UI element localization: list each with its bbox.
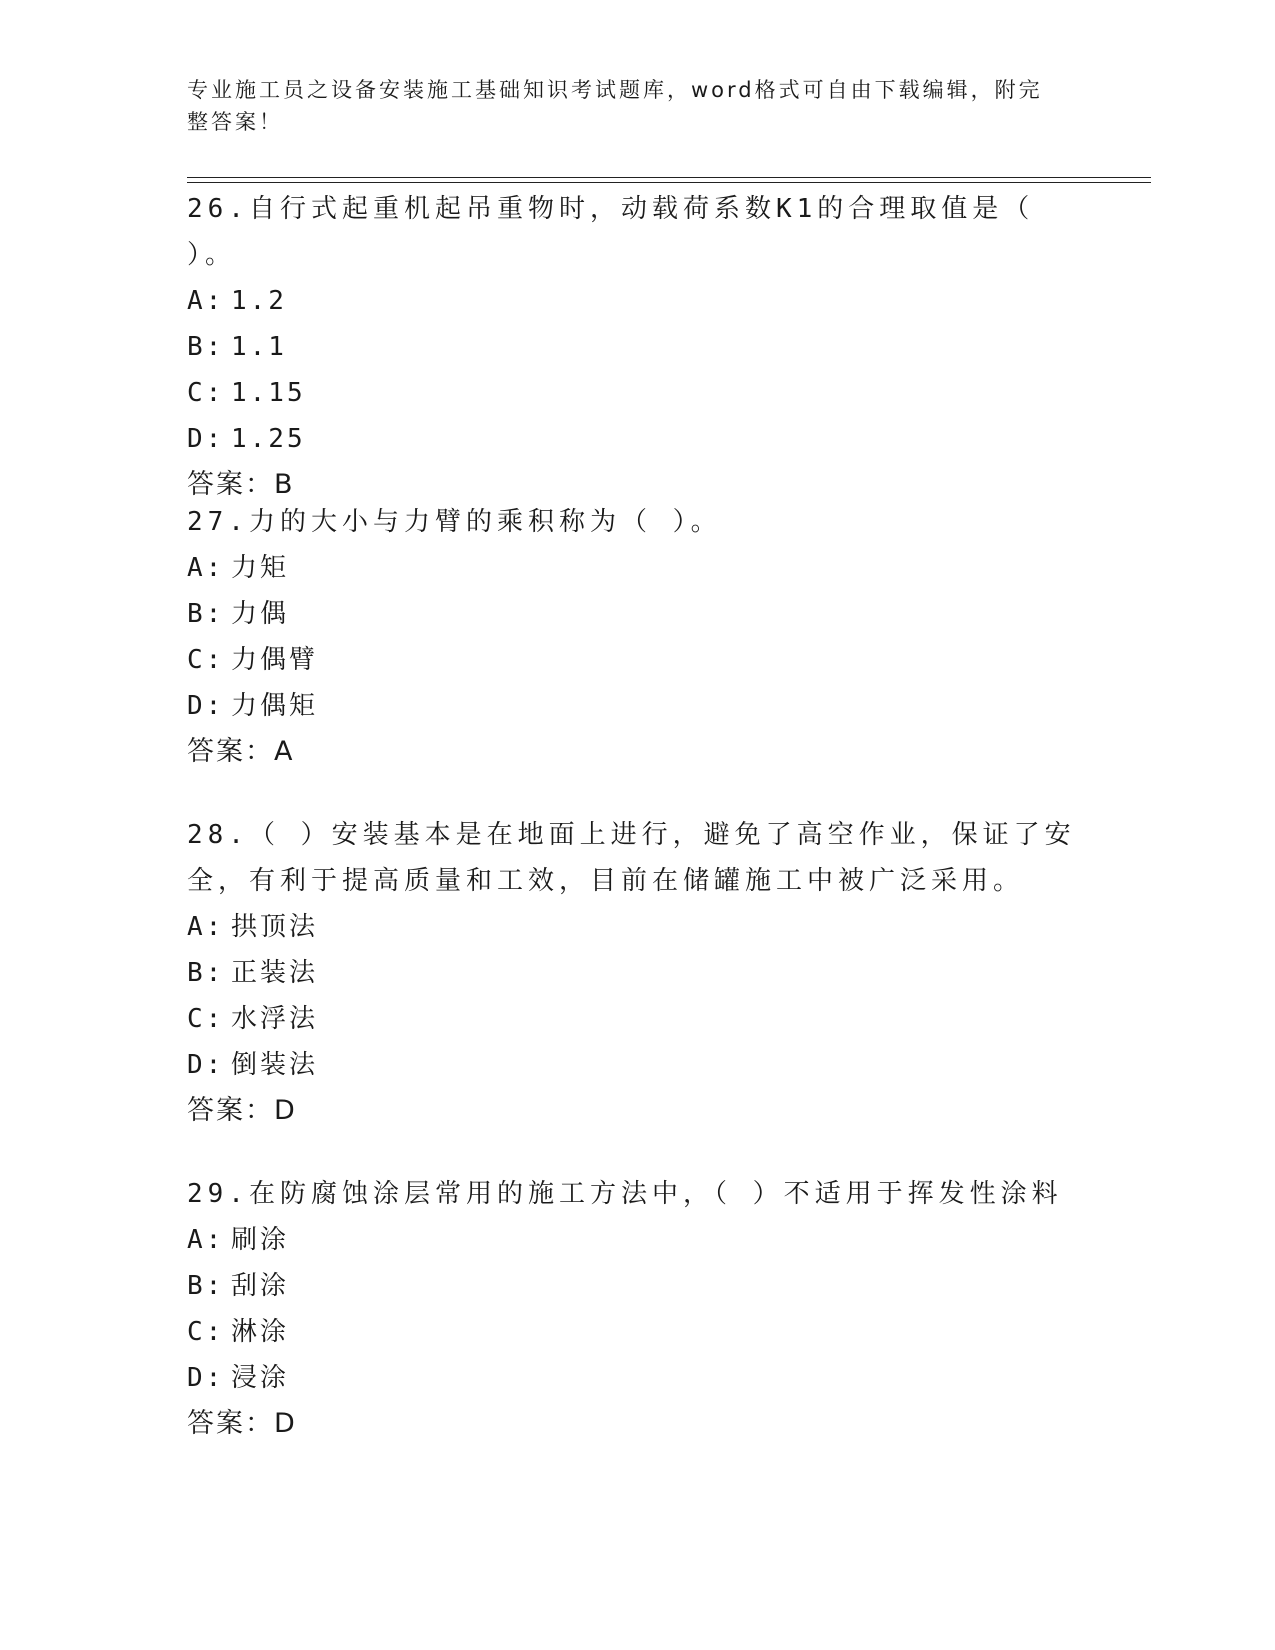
answer: 答案：D [187,1095,297,1126]
option-letter: B: [187,599,225,629]
option-letter: D: [187,1363,225,1393]
option-d [187,416,1087,462]
question-stem: 27.力的大小与力臂的乘积称为（ ）。 [187,507,722,537]
option-letter: A: [187,912,225,942]
header-line-1: 专业施工员之设备安装施工基础知识考试题库，word格式可自由下载编辑，附完 [187,78,1043,102]
option-text: 浸涂 [231,1363,290,1393]
option-letter: B: [187,1271,225,1301]
option-text: 力偶矩 [231,691,319,721]
question-27 [187,499,1087,775]
question-29 [187,1171,1087,1447]
option-letter: D: [187,691,225,721]
header-divider-bottom [187,182,1151,183]
option-text: 倒装法 [231,1050,319,1080]
option-text: 力偶 [231,599,290,629]
option-letter: D: [187,424,225,454]
document-header [187,74,1067,138]
option-text: 正装法 [231,958,319,988]
option-text: 1.15 [231,378,306,408]
option-a [187,904,1087,950]
answer: 答案：D [187,1408,297,1439]
option-c [187,370,1087,416]
option-c [187,1309,1087,1355]
answer: 答案：B [187,469,295,500]
question-stem: 29.在防腐蚀涂层常用的施工方法中，（ ）不适用于挥发性涂料 [187,1179,1063,1209]
option-b [187,324,1087,370]
option-text: 水浮法 [231,1004,319,1034]
question-stem: 28.（ ）安装基本是在地面上进行，避免了高空作业，保证了安全，有利于提高质量和工效，目前在储罐施工中被广泛采用。 [187,820,1076,896]
option-letter: B: [187,332,225,362]
option-letter: C: [187,378,225,408]
question-stem: 26.自行式起重机起吊重物时，动载荷系数K1的合理取值是（ ）。 [187,194,1035,270]
option-d [187,1042,1087,1088]
option-text: 1.1 [231,332,287,362]
option-b [187,950,1087,996]
option-text: 力偶臂 [231,645,319,675]
option-letter: A: [187,286,225,316]
option-letter: A: [187,553,225,583]
option-letter: D: [187,1050,225,1080]
header-divider-top [187,177,1151,178]
option-text: 力矩 [231,553,290,583]
option-b [187,591,1087,637]
option-b [187,1263,1087,1309]
option-d [187,683,1087,729]
option-text: 拱顶法 [231,912,319,942]
answer: 答案：A [187,736,295,767]
option-c [187,637,1087,683]
option-d [187,1355,1087,1401]
option-letter: A: [187,1225,225,1255]
option-text: 刷涂 [231,1225,290,1255]
option-letter: C: [187,645,225,675]
question-28 [187,812,1087,1134]
option-text: 淋涂 [231,1317,290,1347]
option-text: 1.2 [231,286,287,316]
option-letter: C: [187,1004,225,1034]
option-a [187,545,1087,591]
option-letter: B: [187,958,225,988]
option-c [187,996,1087,1042]
option-text: 1.25 [231,424,306,454]
question-26 [187,186,1087,508]
header-line-2: 整答案！ [187,110,283,134]
option-text: 刮涂 [231,1271,290,1301]
option-a [187,1217,1087,1263]
option-a [187,278,1087,324]
option-letter: C: [187,1317,225,1347]
